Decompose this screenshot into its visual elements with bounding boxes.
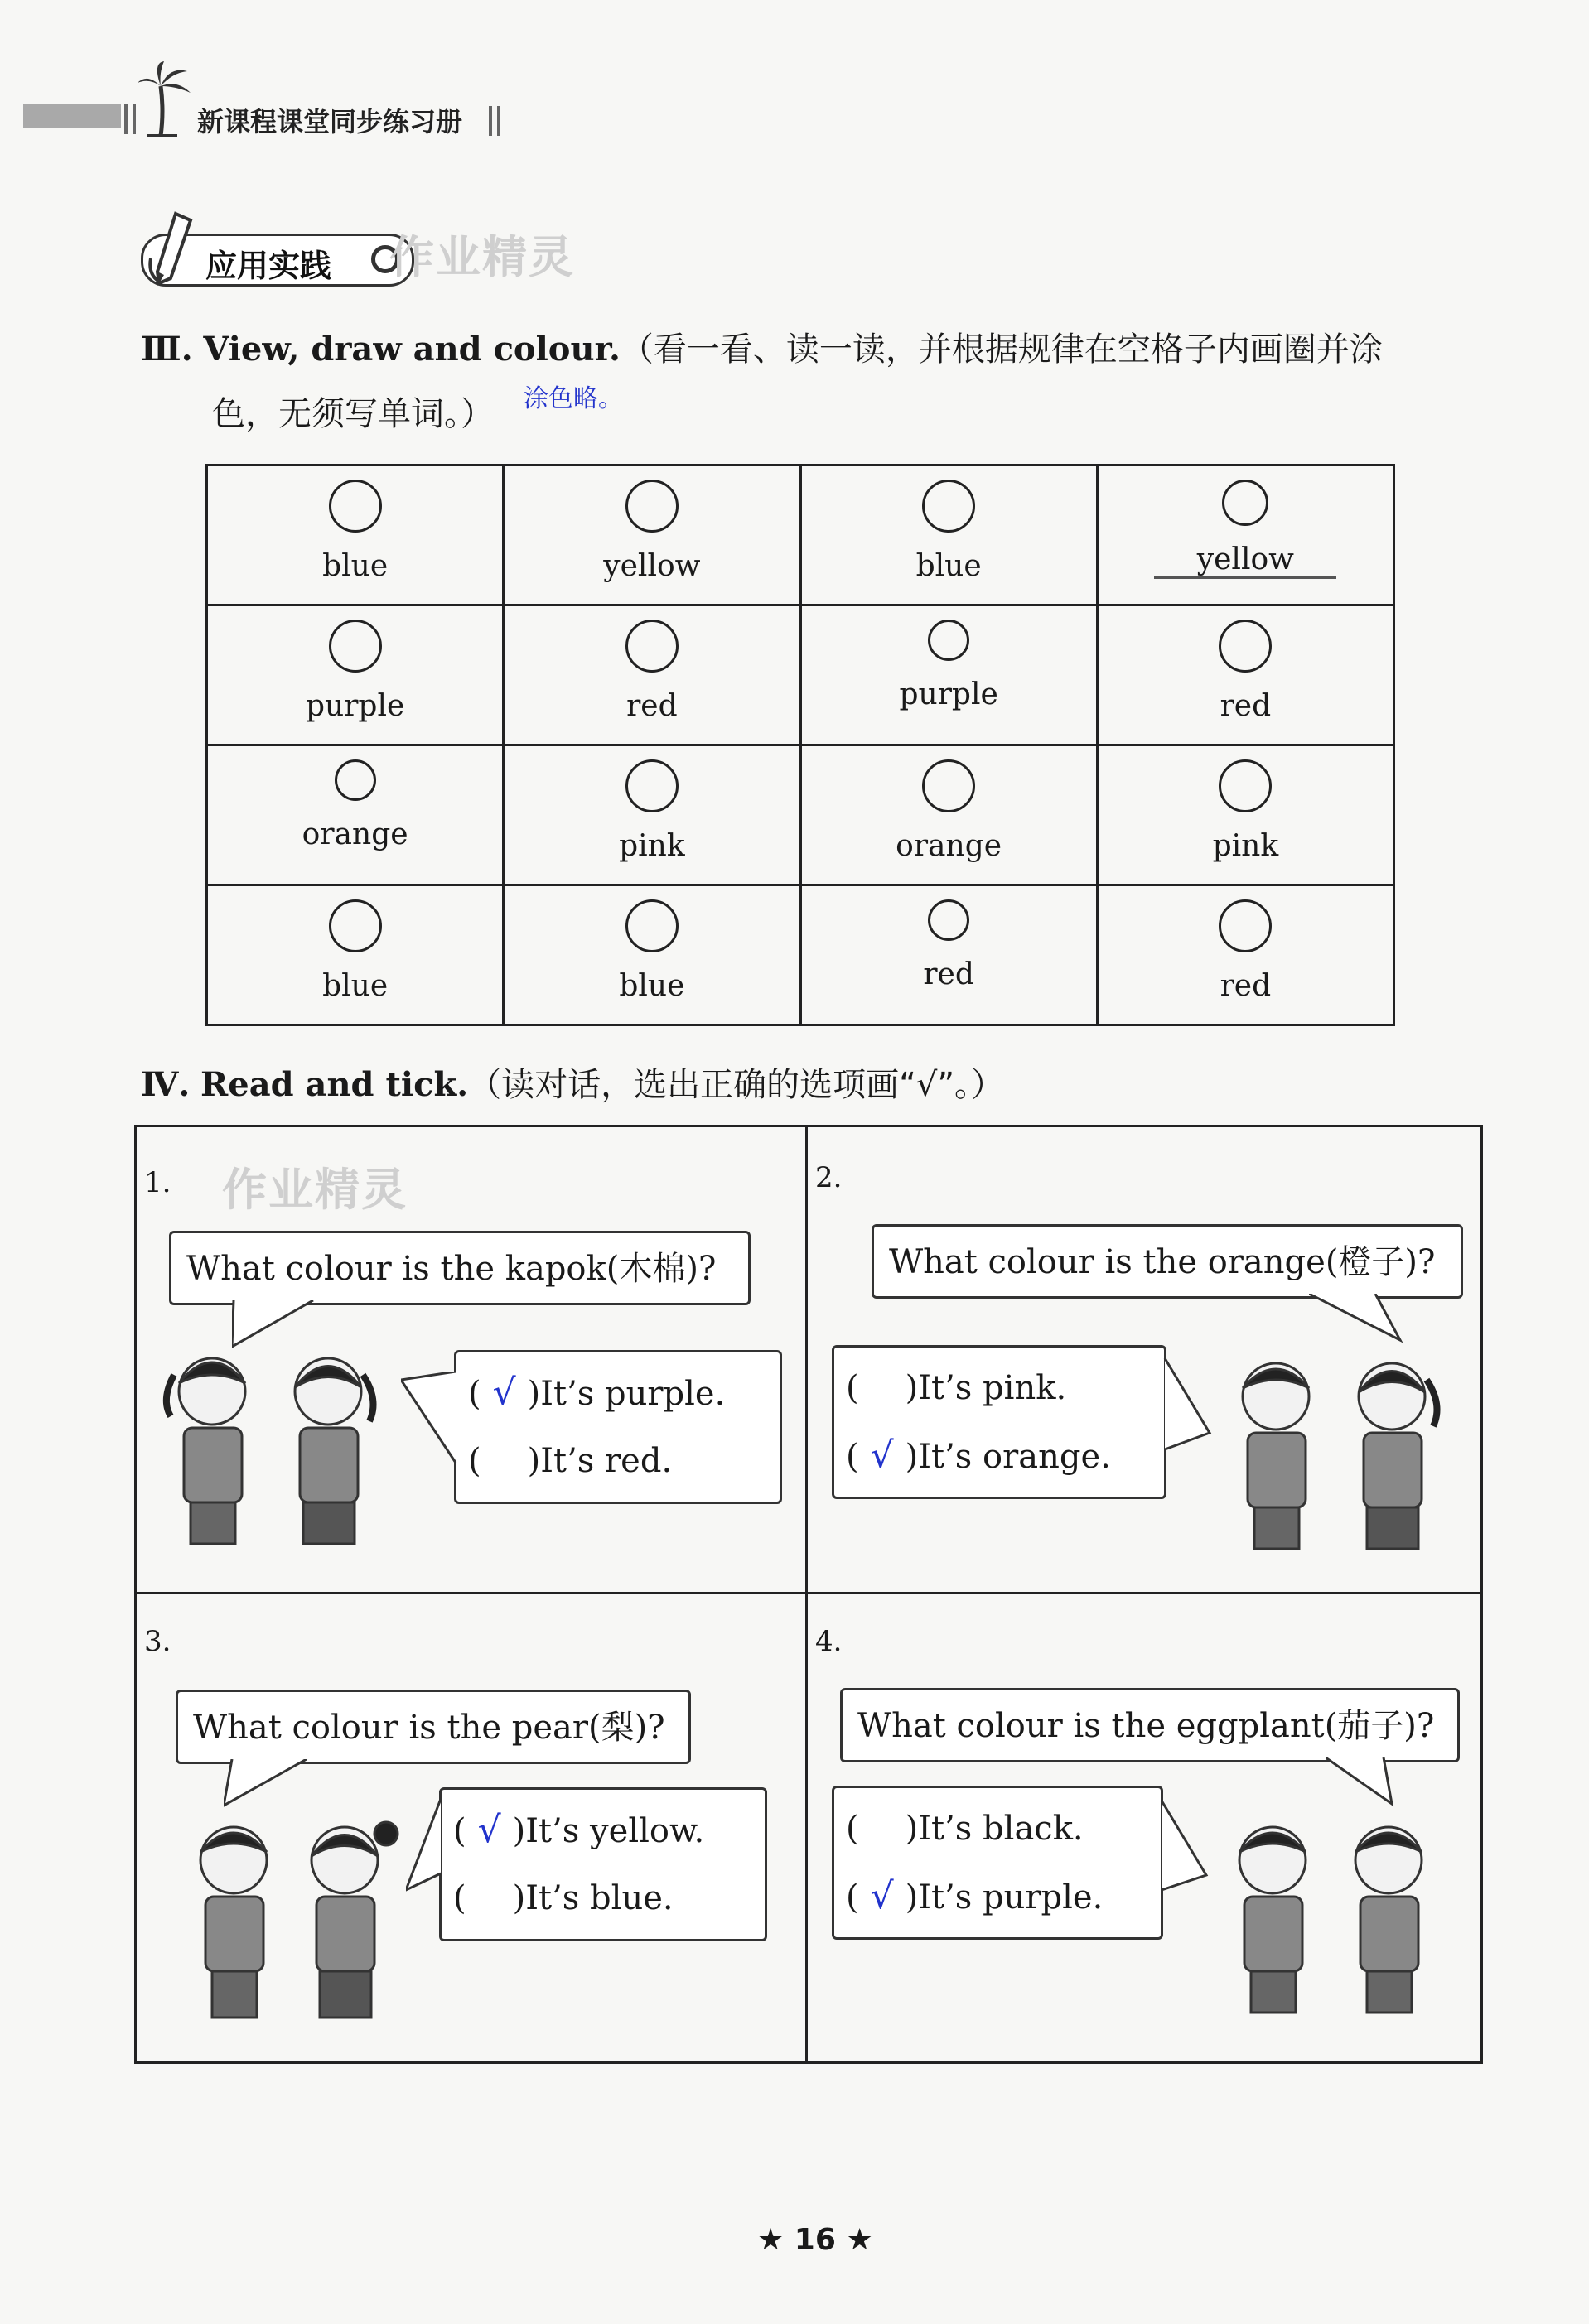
grid-cell[interactable] [1097, 745, 1393, 885]
colour-word: red [1220, 689, 1272, 723]
section4-number: Ⅳ. [141, 1065, 191, 1104]
circle-shape [1219, 759, 1272, 812]
option-text: )It’s pink. [905, 1369, 1067, 1407]
colour-word: red [1220, 969, 1272, 1003]
bubble-tail [1160, 1801, 1210, 1900]
grid-cell[interactable] [800, 745, 1097, 885]
circle-shape [329, 480, 382, 533]
section3-number: Ⅲ. [141, 330, 193, 369]
section3-title-cn: （看一看、读一读，并根据规律在空格子内画圈并涂 [620, 330, 1383, 369]
circle-shape [625, 480, 679, 533]
circle-shape [329, 899, 382, 952]
item-number: 2. [815, 1161, 843, 1194]
grid-cell[interactable] [1097, 605, 1393, 745]
colour-word: red [626, 689, 678, 723]
option-text: )It’s orange. [905, 1438, 1111, 1476]
children-illustration [1215, 1811, 1463, 2026]
grid-cell[interactable] [504, 605, 800, 745]
circle-shape [625, 899, 679, 952]
grid-cell[interactable] [207, 465, 504, 605]
circle-shape [1222, 480, 1268, 526]
option-text: )It’s blue. [512, 1879, 674, 1917]
answer-note: 涂色略。 [524, 384, 623, 413]
colour-word: orange [302, 817, 408, 851]
grid-divider [805, 1125, 808, 2064]
option-row[interactable]: ( )It’s pink. [846, 1369, 1067, 1407]
option-text: )It’s purple. [527, 1375, 726, 1413]
question-bubble: What colour is the orange(橙子)? [872, 1224, 1463, 1299]
banner-label: 应用实践 [205, 248, 332, 284]
option-row[interactable]: ( √ )It’s purple. [846, 1863, 1149, 1931]
circle-shape [1219, 620, 1272, 673]
option-text: )It’s purple. [905, 1878, 1104, 1917]
colour-word: yellow [1154, 542, 1336, 579]
grid-cell[interactable] [504, 465, 800, 605]
tick-mark: √ [492, 1372, 516, 1414]
header-divider-left [124, 104, 136, 134]
option-row[interactable]: ( √ )It’s purple. [468, 1359, 768, 1427]
bubble-tail [401, 1372, 459, 1471]
circle-shape [922, 759, 975, 812]
item-number: 4. [815, 1625, 843, 1658]
grid-cell[interactable] [207, 605, 504, 745]
colour-word: yellow [603, 549, 701, 583]
header-divider-right [489, 106, 500, 136]
grid-row [207, 605, 1394, 745]
tick-mark: √ [870, 1434, 894, 1477]
circle-shape [329, 620, 382, 673]
header-bar [23, 104, 121, 128]
children-illustration [182, 1811, 414, 2026]
colour-word: orange [896, 829, 1002, 863]
grid-cell[interactable] [207, 745, 504, 885]
children-illustration [1218, 1347, 1466, 1562]
colour-word: pink [619, 829, 685, 863]
section3-title-en: View, draw and colour. [203, 330, 621, 369]
circle-shape [1219, 899, 1272, 952]
colour-word: red [923, 957, 974, 991]
colour-word: blue [322, 549, 389, 583]
children-illustration [154, 1342, 403, 1557]
circle-shape [928, 899, 969, 941]
colour-word: purple [899, 677, 998, 711]
grid-cell[interactable] [504, 745, 800, 885]
item-number: 3. [144, 1625, 171, 1658]
item-number: 1. [144, 1166, 171, 1199]
circle-shape [625, 620, 679, 673]
option-row[interactable]: ( )It’s black. [846, 1810, 1084, 1848]
grid-cell[interactable] [1097, 465, 1393, 605]
page-number: ★ 16 ★ [757, 2223, 873, 2257]
grid-row [207, 885, 1394, 1025]
colour-word: blue [619, 969, 685, 1003]
grid-cell[interactable] [207, 885, 504, 1025]
answer-bubble [454, 1350, 782, 1504]
grid-cell[interactable] [504, 885, 800, 1025]
colour-grid [205, 464, 1395, 1026]
option-row[interactable]: ( √ )It’s orange. [846, 1422, 1152, 1490]
grid-divider [134, 1592, 1483, 1594]
book-title: 新课程课堂同步练习册 [197, 106, 463, 137]
section4-heading [141, 1058, 1004, 1106]
option-text: )It’s black. [905, 1810, 1084, 1848]
circle-shape [625, 759, 679, 812]
option-row[interactable]: ( )It’s red. [468, 1442, 673, 1480]
answer-bubble [832, 1786, 1163, 1940]
watermark: 作业精灵 [389, 231, 575, 283]
grid-cell[interactable] [800, 605, 1097, 745]
tick-mark: √ [870, 1875, 894, 1917]
bubble-tail [1163, 1358, 1213, 1466]
option-row[interactable]: ( )It’s blue. [453, 1879, 674, 1917]
question-bubble: What colour is the pear(梨)? [176, 1690, 691, 1764]
grid-cell[interactable] [1097, 885, 1393, 1025]
option-row[interactable]: ( √ )It’s yellow. [453, 1796, 753, 1864]
bubble-tail [1326, 1757, 1408, 1807]
section4-title-en: Read and tick. [200, 1065, 469, 1104]
section3-title-cn-2: 色，无须写单词。） [212, 395, 494, 433]
colour-word: purple [305, 689, 405, 723]
bubble-tail [224, 1759, 315, 1809]
circle-shape [335, 759, 376, 801]
palm-tree-icon [136, 61, 196, 137]
bubble-tail [1309, 1294, 1408, 1343]
pencil-icon [146, 209, 204, 288]
answer-bubble [439, 1787, 767, 1941]
colour-word: blue [915, 549, 982, 583]
colour-word: pink [1212, 829, 1279, 863]
tick-mark: √ [477, 1809, 501, 1851]
grid-row [207, 745, 1394, 885]
option-text: )It’s yellow. [512, 1812, 705, 1850]
grid-cell[interactable] [800, 465, 1097, 605]
question-bubble: What colour is the eggplant(茄子)? [840, 1688, 1460, 1762]
grid-row [207, 465, 1394, 605]
colour-word: blue [322, 969, 389, 1003]
section4-title-cn: （读对话，选出正确的选项画“√”。） [468, 1066, 1005, 1104]
watermark: 作业精灵 [222, 1164, 408, 1216]
option-text: )It’s red. [527, 1442, 673, 1480]
answer-bubble [832, 1345, 1166, 1499]
circle-shape [922, 480, 975, 533]
circle-shape [928, 620, 969, 661]
section3-heading [141, 323, 1383, 370]
grid-cell[interactable] [800, 885, 1097, 1025]
question-bubble: What colour is the kapok(木棉)? [169, 1231, 751, 1305]
